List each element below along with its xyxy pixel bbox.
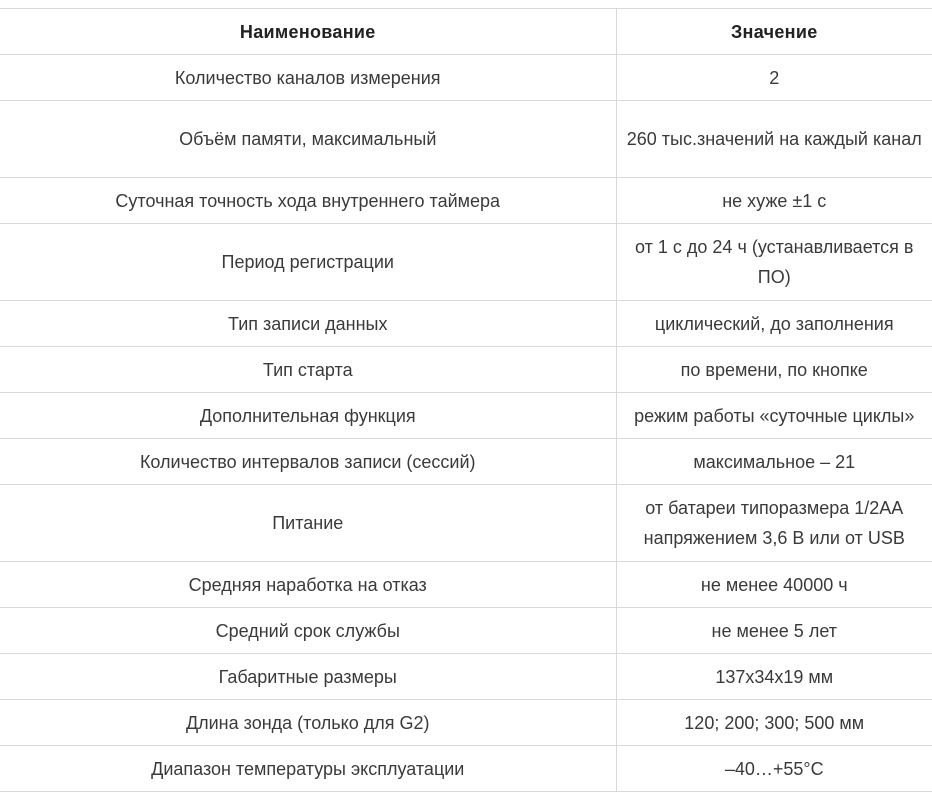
table-row (0, 101, 932, 178)
row-value: не менее 40000 ч (616, 562, 932, 608)
table-row (0, 347, 932, 393)
row-name: Дополнительная функция (0, 393, 616, 439)
row-name: Тип записи данных (0, 301, 616, 347)
row-name: Суточная точность хода внутреннего таймера (0, 178, 616, 224)
specs-table-wrapper (0, 8, 932, 792)
row-value: от 1 с до 24 ч (устанавливается в ПО) (616, 224, 932, 301)
table-row (0, 608, 932, 654)
row-value: по времени, по кнопке (616, 347, 932, 393)
row-value: циклический, до заполнения (616, 301, 932, 347)
row-value: максимальное – 21 (616, 439, 932, 485)
row-name: Период регистрации (0, 224, 616, 301)
row-name: Количество каналов измерения (0, 55, 616, 101)
row-value: 137х34х19 мм (616, 654, 932, 700)
specs-table (0, 8, 932, 792)
row-name: Средняя наработка на отказ (0, 562, 616, 608)
row-name: Габаритные размеры (0, 654, 616, 700)
row-name: Тип старта (0, 347, 616, 393)
header-value: Значение (616, 9, 932, 55)
row-name: Длина зонда (только для G2) (0, 700, 616, 746)
row-value: 2 (616, 55, 932, 101)
table-header-row (0, 9, 932, 55)
row-name: Объём памяти, максимальный (0, 101, 616, 178)
table-row (0, 55, 932, 101)
row-value: режим работы «суточные циклы» (616, 393, 932, 439)
table-row (0, 439, 932, 485)
row-value: от батареи типоразмера 1/2АА напряжением 3,6 В или от USB (616, 485, 932, 562)
row-value: 260 тыс.значений на каждый канал (616, 101, 932, 178)
table-row (0, 301, 932, 347)
row-value: не хуже ±1 с (616, 178, 932, 224)
table-row (0, 224, 932, 301)
table-row (0, 485, 932, 562)
table-row (0, 393, 932, 439)
row-name: Количество интервалов записи (сессий) (0, 439, 616, 485)
row-name: Диапазон температуры эксплуатации (0, 746, 616, 792)
table-row (0, 746, 932, 792)
row-value: –40…+55°С (616, 746, 932, 792)
row-value: 120; 200; 300; 500 мм (616, 700, 932, 746)
header-name: Наименование (0, 9, 616, 55)
table-row (0, 178, 932, 224)
table-row (0, 700, 932, 746)
table-row (0, 562, 932, 608)
table-row (0, 654, 932, 700)
row-name: Питание (0, 485, 616, 562)
row-name: Средний срок службы (0, 608, 616, 654)
row-value: не менее 5 лет (616, 608, 932, 654)
